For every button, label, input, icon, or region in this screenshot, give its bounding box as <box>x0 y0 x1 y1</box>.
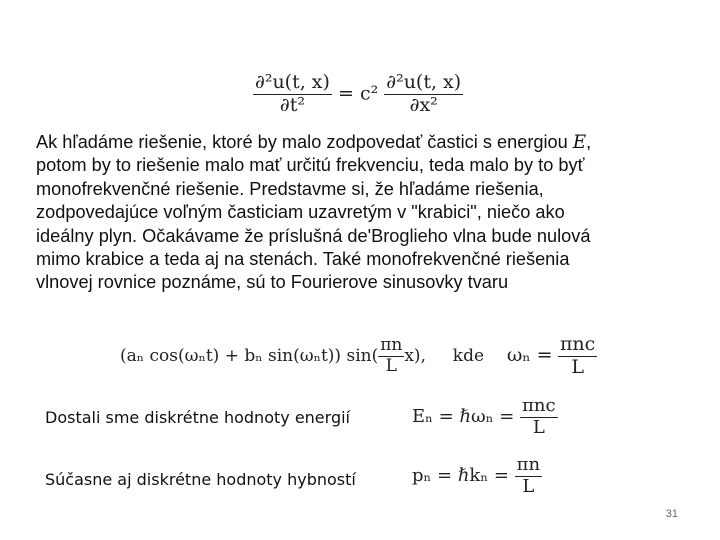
rhs-denominator: ∂x² <box>409 93 438 116</box>
momentum-lhs: pₙ = ℏkₙ = <box>412 465 509 487</box>
momentum-fraction: $\frac{\pi n}{L}$ <box>516 454 541 497</box>
wave-equation <box>253 72 463 117</box>
solution-suffix: x), <box>404 345 426 366</box>
momentum-formula <box>412 455 542 497</box>
lhs-numerator: ∂²u(t, x) <box>255 71 330 93</box>
solution-prefix: (aₙ cos(ωₙt) + bₙ sin(ωₙt)) sin( <box>120 345 379 366</box>
sine-argument-fraction: $\frac{\pi n}{L}$ <box>380 335 403 376</box>
paragraph-line-7: vlnovej rovnice poznáme, sú to Fourierove sinusovky tvaru <box>36 272 509 293</box>
momentum-caption: Súčasne aj diskrétne hodnoty hybností <box>45 470 356 489</box>
page-number: 31 <box>665 508 678 520</box>
wave-equation-equals: = c² <box>337 82 379 105</box>
paragraph-line-6: mimo krabice a teda aj na stenách. Také monofrekvenčné riešenia <box>36 249 570 270</box>
energy-formula <box>412 396 558 438</box>
energy-symbol: E <box>572 132 587 153</box>
energy-caption: Dostali sme diskrétne hodnoty energií <box>45 408 350 427</box>
rhs-numerator: ∂²u(t, x) <box>386 71 462 93</box>
paragraph-line-4: zodpovedajúce voľným časticiam uzavretým v "krabici", niečo ako <box>36 202 565 223</box>
omega-fraction: $\frac{\text{πnc}}{L}$ <box>559 333 596 378</box>
paragraph-line-5: ideálny plyn. Očakávame že príslušná de'Broglieho vlna bude nulová <box>36 225 591 246</box>
paragraph-line-2: potom by to riešenie malo mať určitú frekvenciu, teda malo by to byť <box>36 155 585 176</box>
paragraph-line-1: Ak hľadáme riešenie, ktoré by malo zodpovedať častici s energiou E, <box>36 132 592 153</box>
energy-fraction: $\frac{\text{πnc}}{L}$ <box>522 395 556 438</box>
wave-equation-lhs <box>253 72 332 117</box>
lhs-denominator: ∂t² <box>279 93 305 116</box>
kde-word: kde <box>452 345 485 366</box>
paragraph-line-3: monofrekvenčné riešenie. Predstavme si, že hľadáme riešenia, <box>36 178 544 199</box>
wave-equation-rhs <box>384 72 463 117</box>
explanation-paragraph <box>36 131 676 295</box>
solution-formula <box>120 334 597 379</box>
omega-lhs: ωₙ = <box>506 343 553 366</box>
energy-lhs: Eₙ = ℏωₙ = <box>412 406 515 428</box>
